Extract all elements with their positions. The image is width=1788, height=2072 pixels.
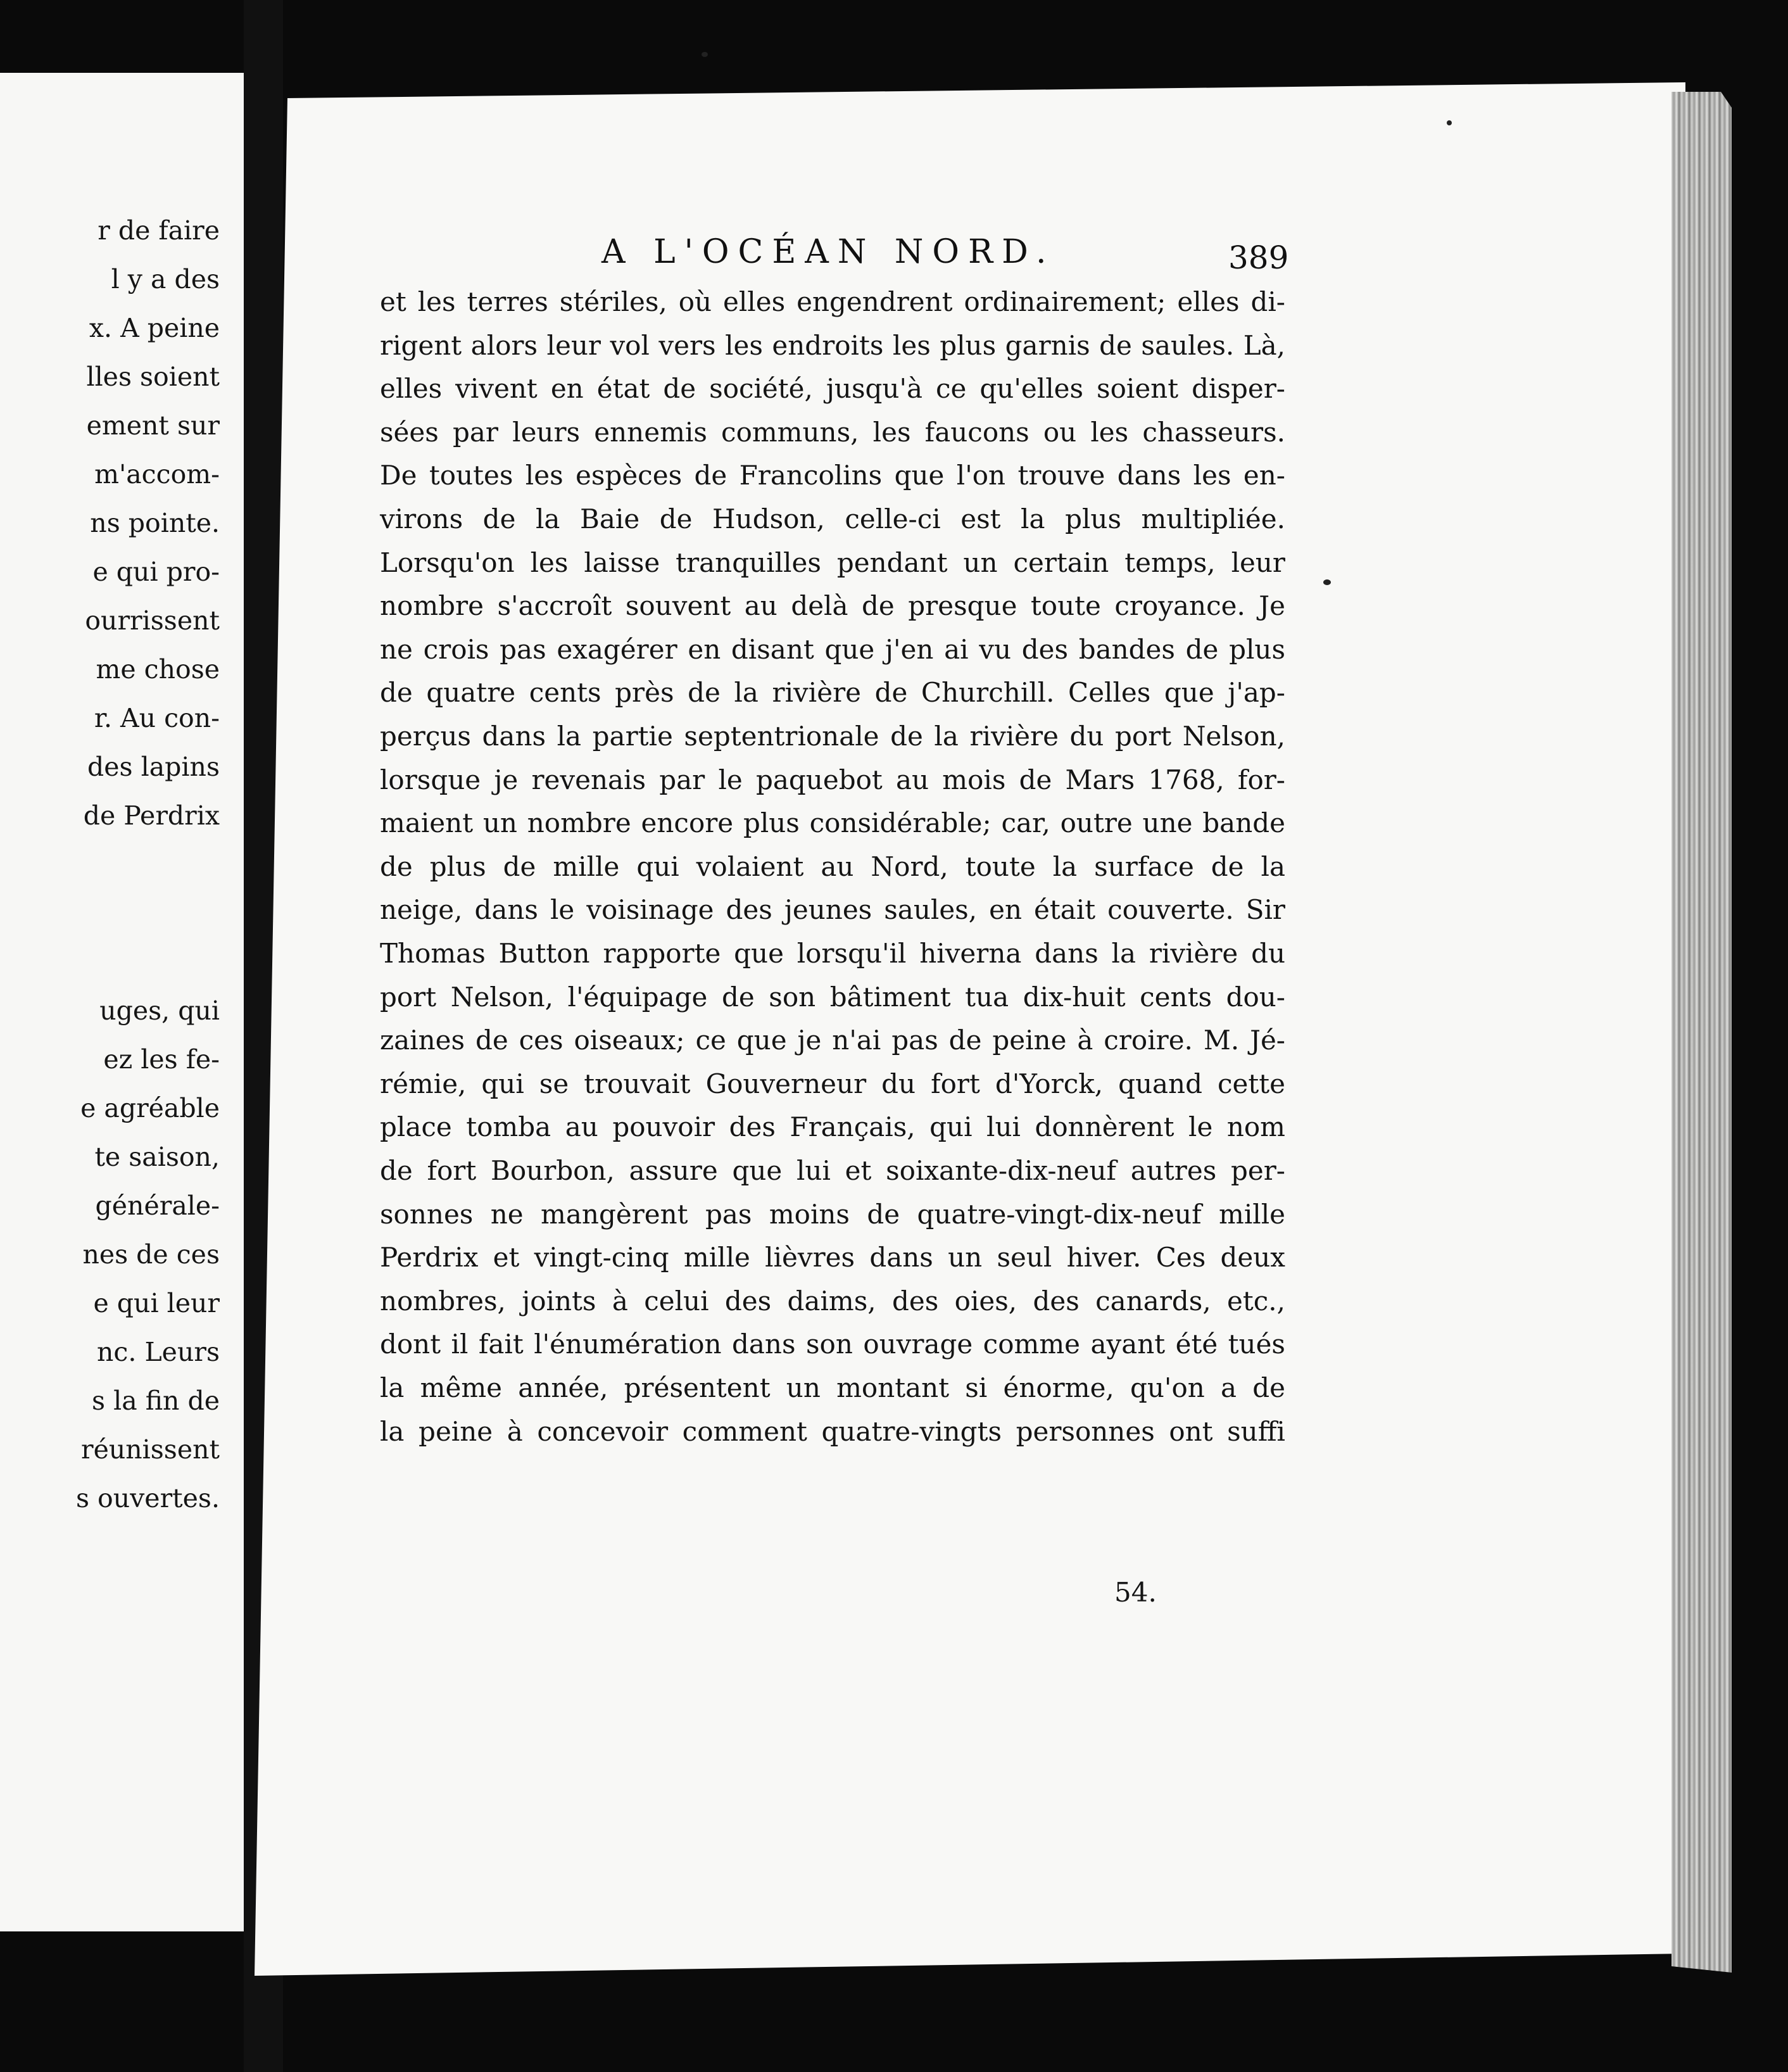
left-page-line: me chose	[96, 654, 220, 685]
dust-speck	[1323, 579, 1331, 585]
left-page-line: de Perdrix	[83, 800, 220, 831]
text-line: virons de la Baie de Hudson, celle-ci est la plus multipliée.	[380, 503, 1285, 534]
text-line: dont il fait l'énumération dans son ouvrage comme ayant été tués	[380, 1329, 1285, 1360]
left-page	[0, 73, 244, 1931]
text-line: lorsque je revenais par le paquebot au mois de Mars 1768, for-	[380, 764, 1285, 795]
left-page-line: des lapins	[87, 752, 220, 782]
text-line: De toutes les espèces de Francolins que l'on trouve dans les en-	[380, 460, 1285, 491]
text-line: elles vivent en état de société, jusqu'à ce qu'elles soient disper-	[380, 373, 1285, 404]
dust-speck	[702, 52, 708, 57]
left-page-line: ns pointe.	[90, 508, 220, 538]
text-line: et les terres stériles, où elles engendrent ordinairement; elles di-	[380, 286, 1285, 317]
text-line: de fort Bourbon, assure que lui et soixante-dix-neuf autres per-	[380, 1155, 1285, 1186]
left-page-line: r de faire	[98, 215, 220, 246]
text-line: maient un nombre encore plus considérable; car, outre une bande	[380, 807, 1285, 838]
left-page-line: l y a des	[111, 264, 220, 294]
left-page-line: r. Au con-	[94, 703, 220, 733]
text-line: de plus de mille qui volaient au Nord, toute la surface de la	[380, 851, 1285, 882]
text-line: Thomas Button rapporte que lorsqu'il hiverna dans la rivière du	[380, 938, 1285, 969]
dust-speck	[1447, 120, 1452, 125]
left-page-line: e agréable	[80, 1093, 220, 1123]
text-line: zaines de ces oiseaux; ce que je n'ai pas de peine à croire. M. Jé-	[380, 1025, 1285, 1056]
text-line: place tomba au pouvoir des Français, qui lui donnèrent le nom	[380, 1111, 1285, 1142]
text-line: de quatre cents près de la rivière de Churchill. Celles que j'ap-	[380, 677, 1285, 708]
text-line: la peine à concevoir comment quatre-vingts personnes ont suffi	[380, 1416, 1285, 1447]
text-line: rigent alors leur vol vers les endroits les plus garnis de saules. Là,	[380, 330, 1285, 361]
text-line: ne crois pas exagérer en disant que j'en ai vu des bandes de plus	[380, 634, 1285, 665]
left-page-line: lles soient	[86, 362, 220, 392]
left-page-line: générale-	[95, 1191, 220, 1221]
left-page-line: te saison,	[94, 1142, 220, 1172]
page-edge	[1672, 92, 1732, 1973]
text-line: perçus dans la partie septentrionale de la rivière du port Nelson,	[380, 721, 1285, 752]
left-page-line: uges, qui	[99, 995, 220, 1026]
text-line: Perdrix et vingt-cinq mille lièvres dans un seul hiver. Ces deux	[380, 1242, 1285, 1273]
left-page-line: e qui pro-	[92, 557, 220, 587]
text-line: nombres, joints à celui des daims, des oies, des canards, etc.,	[380, 1286, 1285, 1317]
page-number: 389	[1228, 239, 1289, 276]
text-line: neige, dans le voisinage des jeunes saules, en était couverte. Sir	[380, 894, 1285, 925]
left-page-line: ourrissent	[85, 605, 220, 636]
left-page-line: ement sur	[86, 410, 220, 441]
running-header: A L'OCÉAN NORD.	[601, 233, 1055, 271]
text-line: Lorsqu'on les laisse tranquilles pendant un certain temps, leur	[380, 547, 1285, 578]
left-page-line: m'accom-	[94, 459, 220, 490]
signature-mark: 54.	[1114, 1577, 1157, 1608]
text-line: port Nelson, l'équipage de son bâtiment tua dix-huit cents dou-	[380, 982, 1285, 1013]
left-page-line: s la fin de	[92, 1386, 220, 1416]
text-line: sonnes ne mangèrent pas moins de quatre-vingt-dix-neuf mille	[380, 1199, 1285, 1230]
left-page-line: ez les fe-	[103, 1044, 220, 1075]
left-page-line: nes de ces	[82, 1239, 220, 1270]
left-page-line: réunissent	[80, 1434, 220, 1465]
left-page-line: x. A peine	[89, 313, 220, 343]
left-page-line: nc. Leurs	[97, 1337, 220, 1367]
text-line: la même année, présentent un montant si énorme, qu'on a de	[380, 1372, 1285, 1403]
left-page-line: s ouvertes.	[75, 1483, 220, 1513]
text-line: nombre s'accroît souvent au delà de presque toute croyance. Je	[380, 590, 1285, 621]
text-line: sées par leurs ennemis communs, les faucons ou les chasseurs.	[380, 417, 1285, 448]
text-line: rémie, qui se trouvait Gouverneur du fort d'Yorck, quand cette	[380, 1068, 1285, 1099]
left-page-line: e qui leur	[93, 1288, 220, 1318]
